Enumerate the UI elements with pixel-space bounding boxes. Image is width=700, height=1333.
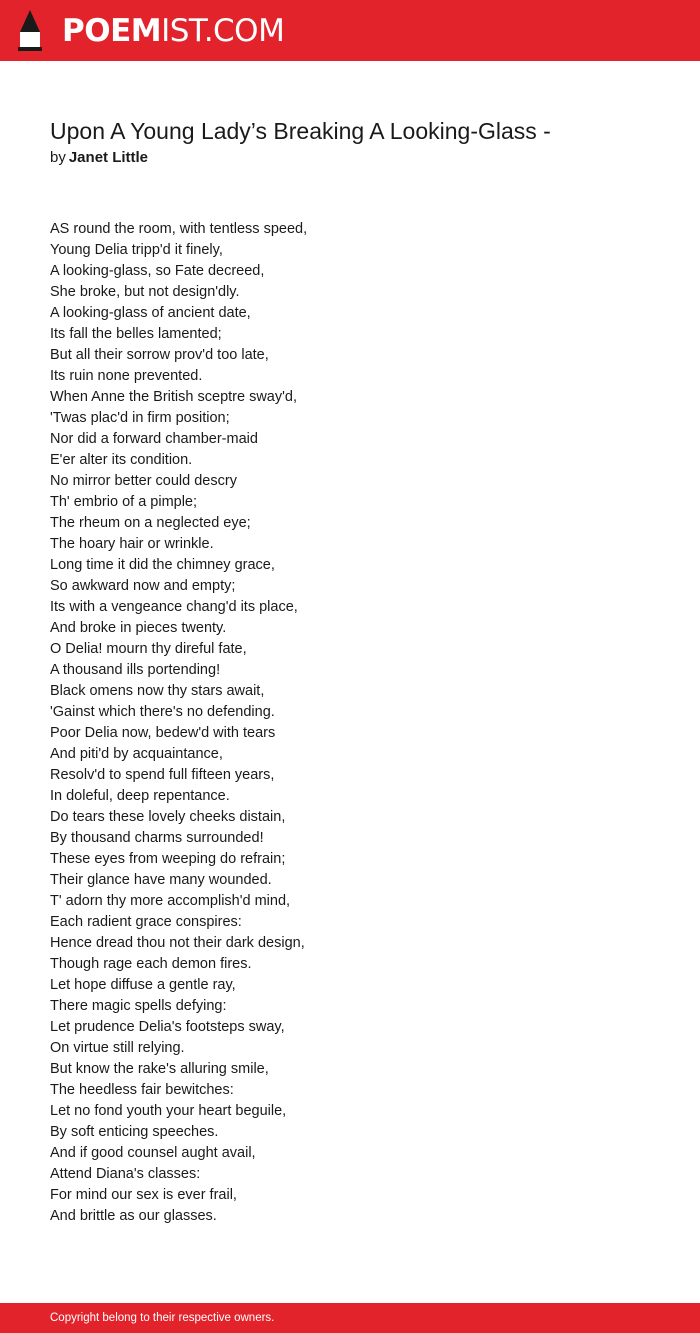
logo-light-text: IST.COM [161, 13, 285, 49]
poem-line: Each radient grace conspires: [50, 914, 242, 930]
poem-line: Though rage each demon fires. [50, 956, 252, 972]
poem-line: These eyes from weeping do refrain; [50, 851, 286, 867]
by-label: by [50, 149, 66, 166]
byline [50, 148, 148, 168]
poem-line: A thousand ills portending! [50, 662, 221, 678]
poem-line: 'Twas plac'd in firm position; [50, 410, 230, 426]
poem-line: Its with a vengeance chang'd its place, [50, 599, 298, 615]
poem-line: And if good counsel aught avail, [50, 1145, 256, 1161]
site-header [0, 0, 700, 61]
poem-line: Let no fond youth your heart beguile, [50, 1103, 287, 1119]
copyright-text: Copyright belong to their respective owners. [50, 1312, 275, 1324]
poem-line: E'er alter its condition. [50, 452, 193, 468]
poem-line: In doleful, deep repentance. [50, 788, 230, 804]
poem-line: A looking-glass, so Fate decreed, [50, 263, 265, 279]
poem-line: Do tears these lovely cheeks distain, [50, 809, 286, 825]
poem-line: T' adorn thy more accomplish'd mind, [50, 893, 291, 909]
poem-line: So awkward now and empty; [50, 578, 236, 594]
poem-line: She broke, but not design'dly. [50, 284, 240, 300]
poem-line: Its ruin none prevented. [50, 368, 203, 384]
poem-line: And brittle as our glasses. [50, 1208, 217, 1224]
site-footer [0, 1303, 700, 1333]
logo-bold-text: POEM [62, 13, 162, 49]
poem-line: Poor Delia now, bedew'd with tears [50, 725, 276, 741]
poem-line: Young Delia tripp'd it finely, [50, 242, 223, 258]
poem-line: The rheum on a neglected eye; [50, 515, 251, 531]
poem-line: Its fall the belles lamented; [50, 326, 222, 342]
poem-body [50, 219, 307, 1227]
poem-line: But know the rake's alluring smile, [50, 1061, 269, 1077]
poem-line: Hence dread thou not their dark design, [50, 935, 305, 951]
poem-line: Long time it did the chimney grace, [50, 557, 275, 573]
author-name: Janet Little [68, 149, 149, 166]
poem-line: Let hope diffuse a gentle ray, [50, 977, 236, 993]
pencil-icon[interactable] [18, 10, 42, 51]
poem-line: When Anne the British sceptre sway'd, [50, 389, 297, 405]
poem-line: There magic spells defying: [50, 998, 227, 1014]
poem-line: Black omens now thy stars await, [50, 683, 265, 699]
poem-line: Let prudence Delia's footsteps sway, [50, 1019, 285, 1035]
poem-line: O Delia! mourn thy direful fate, [50, 641, 247, 657]
poem-line: A looking-glass of ancient date, [50, 305, 251, 321]
poem-line: Nor did a forward chamber-maid [50, 431, 258, 447]
poem-line: The hoary hair or wrinkle. [50, 536, 214, 552]
poem-line: And broke in pieces twenty. [50, 620, 227, 636]
poem-line: On virtue still relying. [50, 1040, 185, 1056]
poem-line: 'Gainst which there's no defending. [50, 704, 275, 720]
poem-title: Upon A Young Lady’s Breaking A Looking-Glass - [50, 118, 551, 144]
poem-line: By soft enticing speeches. [50, 1124, 219, 1140]
poem-line: Their glance have many wounded. [50, 872, 272, 888]
poem-line: Th' embrio of a pimple; [50, 494, 198, 510]
poem-line: No mirror better could descry [50, 473, 237, 489]
poem-line: Resolv'd to spend full fifteen years, [50, 767, 275, 783]
poem-line: By thousand charms surrounded! [50, 830, 264, 846]
poem-line: And piti'd by acquaintance, [50, 746, 223, 762]
poem-line: But all their sorrow prov'd too late, [50, 347, 269, 363]
poem-line: For mind our sex is ever frail, [50, 1187, 237, 1203]
site-logo[interactable] [62, 12, 284, 50]
poem-line: Attend Diana's classes: [50, 1166, 201, 1182]
poem-line: The heedless fair bewitches: [50, 1082, 234, 1098]
poem-line: AS round the room, with tentless speed, [50, 221, 308, 237]
